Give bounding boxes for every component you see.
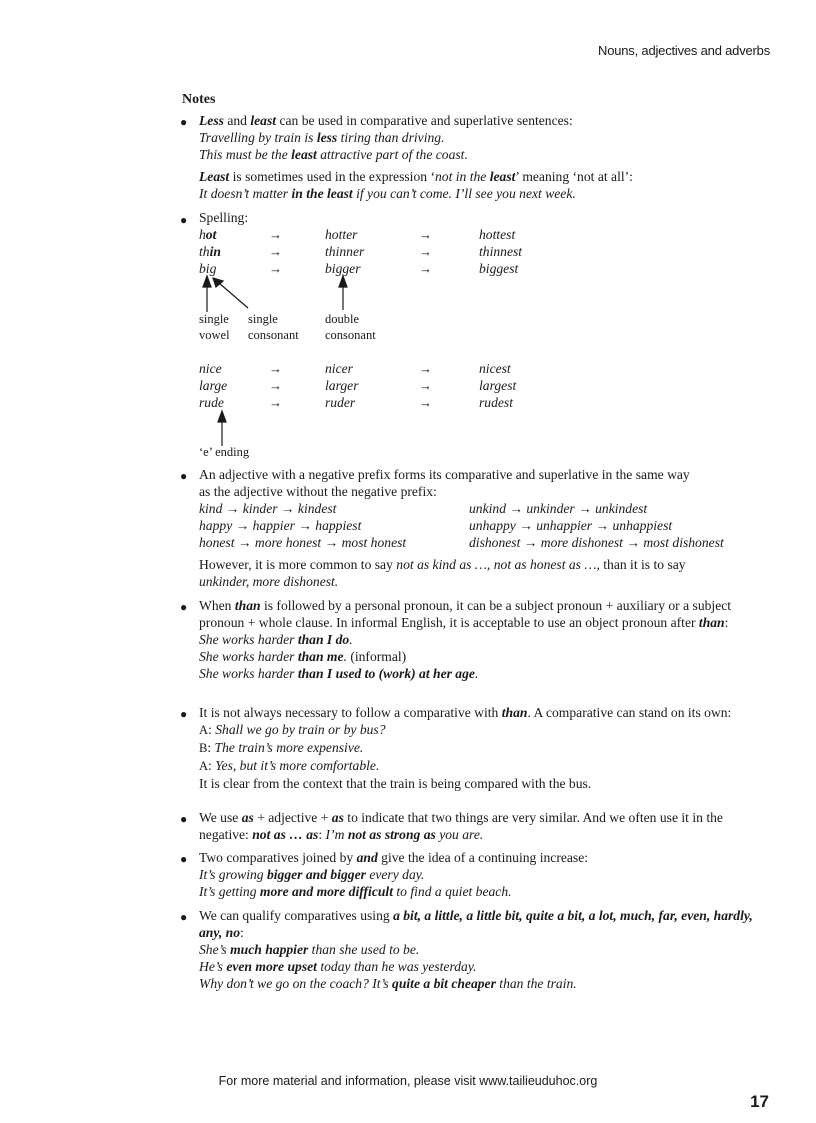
negative-prefix-section: An adjective with a negative prefix forms its comparative and superlative in the same way as the adjective without the negative prefix: <box>199 467 690 499</box>
example-sentence: She works harder than I used to (work) at her age. <box>199 666 479 681</box>
bullet: ● <box>180 469 188 483</box>
arrow-icon: → <box>269 361 282 376</box>
bullet: ● <box>180 213 188 227</box>
comparative-alone-section: It is not always necessary to follow a comparative with than. A comparative can stand on its own: A: Shall we go by train or by bus? B: The train’s more expensive. A: Yes, but it’s more comfortable. It is clear from the context that the train is being compared with the bus. <box>199 704 769 792</box>
bullet: ● <box>180 600 188 614</box>
arrow-icon: → <box>419 361 432 376</box>
footer-note: For more material and information, please visit www.tailieuduhoc.org <box>218 1074 598 1088</box>
than-pronoun-section: When than is followed by a personal pronoun, it can be a subject pronoun + auxiliary or a subject pronoun + whole clause. In informal English, it is acceptable to use an object pronoun after than: She works harder than I do. She works harder than me. (informal) She works harder than I used to (work) at her age. <box>199 597 769 682</box>
example-sentence: He’s even more upset today than he was yesterday. <box>199 959 477 974</box>
notes-title: Notes <box>182 92 216 107</box>
e-ending-label: ‘e’ ending <box>199 445 250 459</box>
negative-example-right: unhappy → unhappier → unhappiest <box>469 518 673 533</box>
example-sentence: It’s growing bigger and bigger every day. <box>199 867 425 882</box>
page-number: 17 <box>750 1092 769 1111</box>
arrow-icon: → <box>419 227 432 242</box>
bullet: ● <box>180 812 188 826</box>
example-sentence: Why don’t we go on the coach? It’s quite a bit cheaper than the train. <box>199 976 577 991</box>
example-sentence: She works harder than me. (informal) <box>199 649 407 664</box>
arrow-icon: → <box>269 261 282 276</box>
negative-example-left: honest → more honest → most honest <box>199 535 407 550</box>
qualify-comparatives-section: We can qualify comparatives using a bit, a little, a little bit, quite a bit, a lot, much, far, even, hardly, any, no: She’s much happier than she used to be. He’s even more upset today than he was yesterday. Why don’t we go on the coach? It’s quite a bit cheaper than the train. <box>199 907 769 992</box>
double-consonant-label: double consonant <box>325 312 376 342</box>
arrow-icon: → <box>269 395 282 410</box>
negative-example-left: happy → happier → happiest <box>199 518 362 533</box>
example-sentence: She’s much happier than she used to be. <box>199 942 420 957</box>
example-sentence: She works harder than I do. <box>199 632 353 647</box>
bullet: ● <box>180 115 188 129</box>
negative-example-right: unkind → unkinder → unkindest <box>469 501 648 516</box>
two-comparatives-section: Two comparatives joined by and give the idea of a continuing increase: It’s growing bigger and bigger every day. It’s getting more and more difficult to find a quiet beach. <box>199 849 769 900</box>
negative-example-right: dishonest → more dishonest → most dishonest <box>469 535 724 550</box>
arrow-icon: → <box>269 227 282 242</box>
arrow-icon: → <box>419 395 432 410</box>
bullet: ● <box>180 910 188 924</box>
arrow-icon: → <box>419 378 432 393</box>
negative-example-left: kind → kinder → kindest <box>199 501 337 516</box>
arrow-icon: → <box>419 261 432 276</box>
example-sentence: It doesn’t matter in the least if you can’t come. I’ll see you next week. <box>199 186 576 201</box>
bullet: ● <box>180 707 188 721</box>
single-consonant-label: single consonant <box>248 312 299 342</box>
arrow-icon: → <box>419 244 432 259</box>
as-as-section: We use as + adjective + as to indicate that two things are very similar. And we often use it in the negative: not as … as: I’m not as strong as you are. <box>199 810 723 842</box>
spelling-title: Spelling: <box>199 210 249 225</box>
single-vowel-label: single vowel <box>199 312 230 342</box>
example-sentence: Travelling by train is less tiring than driving. <box>199 130 445 145</box>
arrow-icon: → <box>269 244 282 259</box>
less-least-intro: Less and least can be used in comparative and superlative sentences: <box>199 113 573 128</box>
arrow-icon: → <box>269 378 282 393</box>
example-sentence: This must be the least attractive part of the coast. <box>199 147 468 162</box>
dialogue-line: A: Yes, but it’s more comfortable. <box>199 758 380 773</box>
running-header: Nouns, adjectives and adverbs <box>598 43 770 58</box>
example-sentence: It’s getting more and more difficult to find a quiet beach. <box>199 884 512 899</box>
dialogue-line: B: The train’s more expensive. <box>199 740 364 755</box>
least-expression: Least is sometimes used in the expression ‘not in the least’ meaning ‘not at all’: <box>199 169 633 184</box>
dialogue-line: A: Shall we go by train or by bus? <box>199 722 386 737</box>
however-note: However, it is more common to say not as kind as …, not as honest as …, than it is to say unkinder, more dishonest. <box>199 557 686 589</box>
bullet: ● <box>180 852 188 866</box>
